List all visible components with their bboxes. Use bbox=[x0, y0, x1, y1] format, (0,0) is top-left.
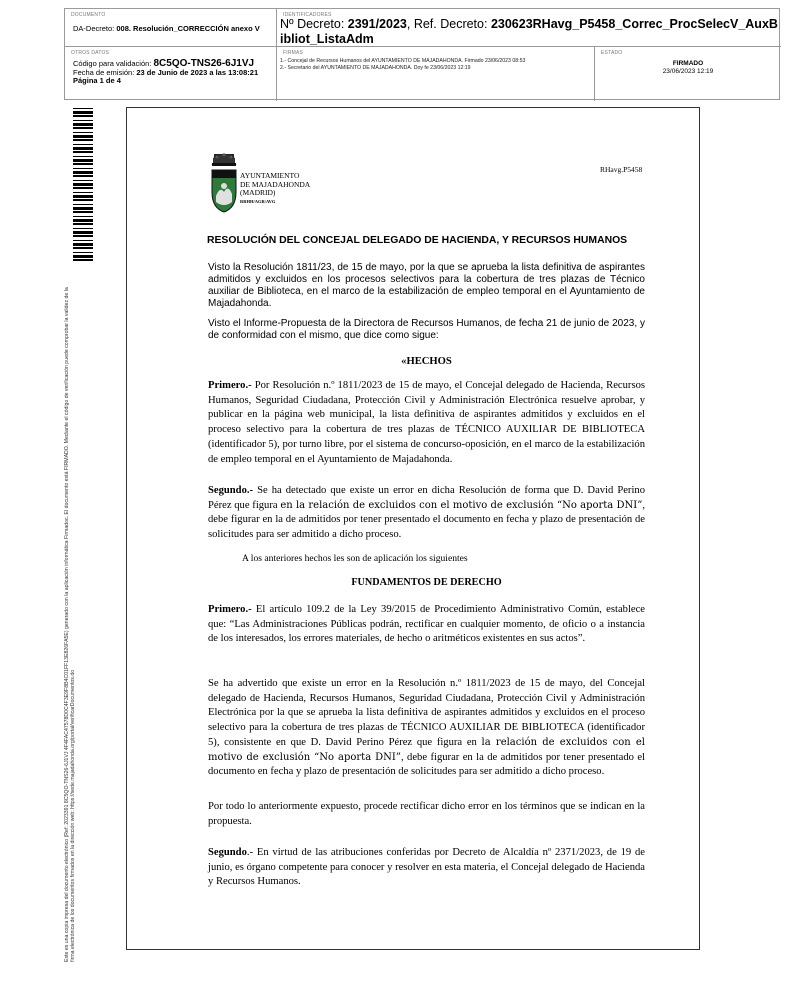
advertido-paragraph: Se ha advertido que existe un error en la Resolución n.º 1811/2023 de 15 de mayo, del Concejal delegado de Hacienda, Recursos Humanos, Seguridad Ciudadana, Protección Civil y Administración Electrónica por la que se aprueba la lista definitiva de aspirantes admitidos y excluidos en el proceso selectivo para la cobertura de tres plazas de TÉCNICO AUXILIAR DE BIBLIOTECA (identificador 5), consistente en que D. David Perino Pérez que figura en la relación de excluidos con el motivo de exclusión “No aporta DNI”, debe figurar en la de admitidos por tener presentado el documento en fecha y plazo de presentación de solicitudes para ser admitido a dicho proceso. bbox=[208, 678, 645, 778]
signature-2: 2.- Secretario del AYUNTAMIENTO DE MAJADAHONDA. Doy fe 23/06/2023 12:19 bbox=[280, 65, 471, 71]
estado-caption: ESTADO bbox=[601, 50, 623, 56]
documento-caption: DOCUMENTO bbox=[71, 12, 106, 18]
otros-datos-cell bbox=[65, 47, 277, 101]
documento-name: DA-Decreto: 008. Resolución_CORRECCIÓN anexo V bbox=[73, 24, 260, 33]
validation-code-block: Código para validación: 8C5QO-TNS26-6J1VJ Fecha de emisión: 23 de Junio de 2023 a las 13:08:21 Página 1 de 4 bbox=[73, 58, 259, 85]
fundamentos-heading: FUNDAMENTOS DE DERECHO bbox=[351, 577, 502, 588]
status-value: FIRMADO bbox=[672, 60, 704, 67]
decree-identifier: Nº Decreto: 2391/2023, Ref. Decreto: 230623RHavg_P5458_Correc_ProcSelecV_AuxBibliot_ListaAdm bbox=[280, 17, 778, 46]
hechos-segundo: Segundo.- Se ha detectado que existe un error en dicha Resolución de forma que D. David Perino Pérez que figura en la relación de excluidos con el motivo de exclusión “No aporta DNI”, debe figurar en la de admitidos por tener presentado el documento en fecha y plazo de presentación de solicitudes para ser admitido a dicho proceso. bbox=[208, 485, 646, 541]
fundamentos-primero: Primero.- El artículo 109.2 de la Ley 39/2015 de Procedimiento Administrativo Común, establece que: “Las Administraciones Públicas podrán, rectificar en cualquier momento, de oficio o a instancia de los interesados, los errores materiales, de hecho o aritméticos existentes en sus actos”. bbox=[208, 604, 645, 645]
estado-cell bbox=[595, 47, 781, 101]
intro-paragraph-2: Visto el Informe-Propuesta de la Directora de Recursos Humanos, de fecha 21 de junio de 2023, y de conformidad con el mismo, que dice como sigue: bbox=[208, 318, 645, 341]
resolution-title: RESOLUCIÓN DEL CONCEJAL DELEGADO DE HACIENDA, Y RECURSOS HUMANOS bbox=[207, 235, 628, 246]
document-metadata-header bbox=[64, 8, 780, 100]
identificadores-caption: IDENTIFICADORES bbox=[283, 12, 332, 18]
page-count: Página 1 de 4 bbox=[73, 76, 121, 85]
otros-datos-caption: OTROS DATOS bbox=[71, 50, 110, 56]
side-validation-text: Este es una copia impresa del documento electrónico (Ref: 2023391 8C5QO-TNS26-6J1VJ 4F4FAC47578D0C4F3E9F8B4C01FF13E826FA5E) generado con la aplicación informática Firmadoc. El documento está FIRMADO. Mediante el código de verificación puede comprobar la validez de la firma electrónica de los documentos firmados en la dirección web: https://sede.majadahonda.org/portal/verificarDocumentos.do bbox=[64, 287, 76, 962]
fundamentos-segundo: Segundo.- En virtud de las atribuciones conferidas por Decreto de Alcaldía nº 2371/2023, de 19 de junio, es órgano competente para conocer y resolver en esta materia, el Concejal delegado de Hacienda y Recursos Humanos. bbox=[208, 847, 645, 888]
coat-of-arms-icon bbox=[208, 152, 240, 214]
emission-date: 23 de Junio de 2023 a las 13:08:21 bbox=[136, 67, 259, 77]
hechos-primero: Primero.- Por Resolución n.º 1811/2023 de 15 de mayo, el Concejal delegado de Hacienda, Recursos Humanos, Seguridad Ciudadana, Protección Civil y Administración Electrónica resuelve aprobar, y publicar en la página web municipal, la lista definitiva de aspirantes admitidos y excluidos en el proceso selectivo para la cobertura de tres plazas de TÉCNICO AUXILIAR DE BIBLIOTECA (identificador 5), por turno libre, por el sistema de concurso-oposición, en el marco de la estabilización de empleo temporal en el Ayuntamiento de Majadahonda. bbox=[208, 380, 645, 465]
documento-cell bbox=[65, 9, 277, 47]
hechos-heading: «HECHOS bbox=[401, 356, 452, 367]
expuesto-paragraph: Por todo lo anteriormente expuesto, procede rectificar dicho error en los términos que se indican en la propuesta. bbox=[208, 801, 645, 827]
intro-paragraph-1: Visto la Resolución 1811/23, de 15 de mayo, por la que se aprueba la lista definitiva de aspirantes admitidos y excluidos en los procesos selectivos para la cobertura de tres plazas de Técnico auxiliar de Biblioteca, en el marco de la estabilización de empleo temporal en el Ayuntamiento de Majadahonda. bbox=[208, 262, 645, 309]
document-reference: RHavg.P5458 bbox=[600, 165, 643, 174]
status-date: 23/06/2023 12:19 bbox=[662, 68, 714, 75]
signatures-list bbox=[280, 58, 525, 72]
barcode-icon bbox=[73, 108, 93, 263]
validation-code: 8C5QO-TNS26-6J1VJ bbox=[153, 58, 255, 69]
signature-1: 1.- Concejal de Recursos Humanos del AYUNTAMIENTO DE MAJADAHONDA. Firmado 23/06/2023 08:53 bbox=[280, 58, 526, 64]
status-block bbox=[595, 60, 781, 76]
anteriores-line: A los anteriores hechos les son de aplicación los siguientes bbox=[242, 553, 468, 564]
organization-name: AYUNTAMIENTO DE MAJADAHONDA (MADRID) RRHH/AGR/AVG bbox=[240, 171, 311, 204]
firmas-caption: FIRMAS bbox=[283, 50, 304, 56]
identificadores-cell bbox=[277, 9, 781, 47]
firmas-cell bbox=[277, 47, 595, 101]
